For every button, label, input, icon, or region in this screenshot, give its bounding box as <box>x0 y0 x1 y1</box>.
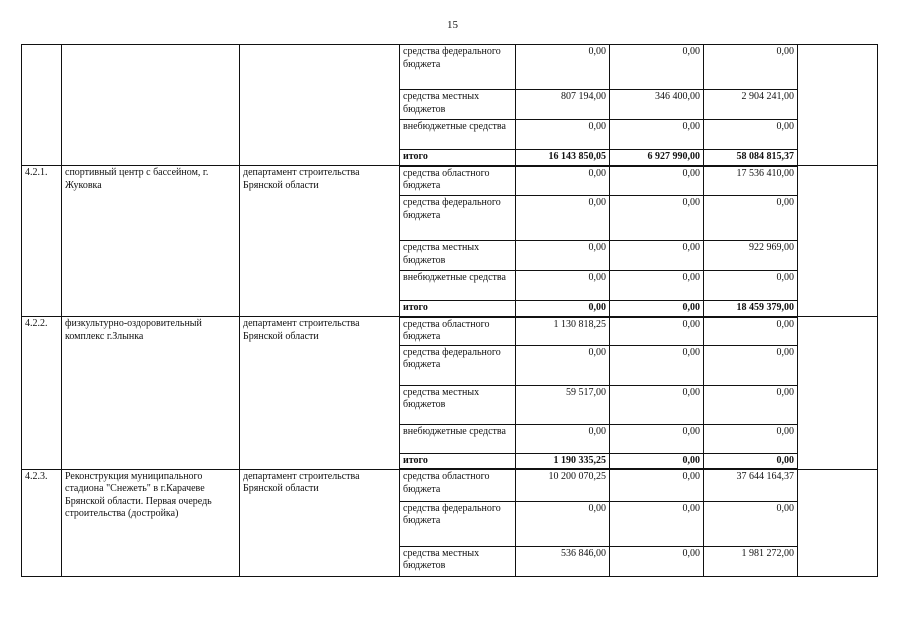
total-label: итого <box>400 453 516 469</box>
value-cell: 0,00 <box>610 424 704 453</box>
number-cell <box>22 45 62 166</box>
table-row <box>22 469 878 501</box>
funding-source-cell: средства федерального бюджета <box>400 196 516 241</box>
value-cell: 0,00 <box>704 385 798 424</box>
value-cell: 0,00 <box>516 120 610 150</box>
value-cell: 0,00 <box>610 317 704 346</box>
total-value: 1 190 335,25 <box>516 453 610 469</box>
total-label: итого <box>400 150 516 166</box>
total-value: 58 084 815,37 <box>704 150 798 166</box>
funding-source-cell: средства федерального бюджета <box>400 45 516 90</box>
value-cell: 2 904 241,00 <box>704 90 798 120</box>
value-cell: 0,00 <box>516 241 610 271</box>
value-cell: 0,00 <box>516 45 610 90</box>
table-row <box>22 45 878 90</box>
value-cell: 0,00 <box>610 546 704 576</box>
total-value: 18 459 379,00 <box>704 301 798 317</box>
total-value: 0,00 <box>516 301 610 317</box>
funding-source-cell: средства областного бюджета <box>400 469 516 501</box>
value-cell: 0,00 <box>610 196 704 241</box>
item-number: 4.2.1. <box>22 166 62 317</box>
object-name-cell <box>62 45 240 166</box>
funding-source-cell: средства местных бюджетов <box>400 385 516 424</box>
object-name: физкультурно-оздоровительный комплекс г.Злынка <box>62 317 240 470</box>
value-cell: 0,00 <box>704 196 798 241</box>
executor: департамент строительства Брянской области <box>240 317 400 470</box>
funding-source-cell: средства федерального бюджета <box>400 345 516 385</box>
note-cell <box>798 469 878 576</box>
value-cell: 0,00 <box>516 345 610 385</box>
value-cell: 0,00 <box>704 45 798 90</box>
value-cell: 807 194,00 <box>516 90 610 120</box>
funding-source-cell: внебюджетные средства <box>400 424 516 453</box>
total-value: 6 927 990,00 <box>610 150 704 166</box>
value-cell: 1 130 818,25 <box>516 317 610 346</box>
budget-table <box>21 44 878 577</box>
funding-source-cell: средства областного бюджета <box>400 166 516 196</box>
value-cell: 0,00 <box>516 424 610 453</box>
funding-source-cell: средства областного бюджета <box>400 317 516 346</box>
value-cell: 59 517,00 <box>516 385 610 424</box>
value-cell: 0,00 <box>610 166 704 196</box>
total-label: итого <box>400 301 516 317</box>
value-cell: 0,00 <box>704 120 798 150</box>
total-value: 0,00 <box>610 453 704 469</box>
value-cell: 0,00 <box>704 345 798 385</box>
object-name: спортивный центр с бассейном, г. Жуковка <box>62 166 240 317</box>
table-row <box>22 166 878 196</box>
value-cell: 0,00 <box>516 196 610 241</box>
item-number: 4.2.3. <box>22 469 62 576</box>
executor: департамент строительства Брянской области <box>240 166 400 317</box>
note-cell <box>798 166 878 317</box>
value-cell: 0,00 <box>610 45 704 90</box>
total-value: 0,00 <box>704 453 798 469</box>
value-cell: 17 536 410,00 <box>704 166 798 196</box>
page-number: 15 <box>447 19 458 31</box>
value-cell: 0,00 <box>610 501 704 546</box>
total-value: 16 143 850,05 <box>516 150 610 166</box>
item-number: 4.2.2. <box>22 317 62 470</box>
value-cell: 0,00 <box>610 385 704 424</box>
value-cell: 0,00 <box>610 241 704 271</box>
value-cell: 10 200 070,25 <box>516 469 610 501</box>
value-cell: 536 846,00 <box>516 546 610 576</box>
note-cell <box>798 317 878 470</box>
funding-source-cell: средства федерального бюджета <box>400 501 516 546</box>
value-cell: 346 400,00 <box>610 90 704 120</box>
funding-source-cell: внебюджетные средства <box>400 120 516 150</box>
value-cell: 0,00 <box>704 271 798 301</box>
value-cell: 0,00 <box>516 271 610 301</box>
value-cell: 0,00 <box>516 166 610 196</box>
value-cell: 0,00 <box>610 469 704 501</box>
note-cell <box>798 45 878 166</box>
value-cell: 0,00 <box>610 120 704 150</box>
value-cell: 0,00 <box>704 317 798 346</box>
funding-source-cell: средства местных бюджетов <box>400 90 516 120</box>
total-value: 0,00 <box>610 301 704 317</box>
value-cell: 37 644 164,37 <box>704 469 798 501</box>
table-row <box>22 317 878 346</box>
executor-cell <box>240 45 400 166</box>
value-cell: 0,00 <box>610 271 704 301</box>
value-cell: 0,00 <box>516 501 610 546</box>
value-cell: 1 981 272,00 <box>704 546 798 576</box>
funding-source-cell: средства местных бюджетов <box>400 546 516 576</box>
value-cell: 922 969,00 <box>704 241 798 271</box>
funding-source-cell: внебюджетные средства <box>400 271 516 301</box>
object-name: Реконструкция муниципального стадиона "Снежеть" в г.Карачеве Брянской области. Первая очередь строительства (достройка) <box>62 469 240 576</box>
funding-source-cell: средства местных бюджетов <box>400 241 516 271</box>
value-cell: 0,00 <box>704 424 798 453</box>
executor: департамент строительства Брянской области <box>240 469 400 576</box>
value-cell: 0,00 <box>704 501 798 546</box>
value-cell: 0,00 <box>610 345 704 385</box>
